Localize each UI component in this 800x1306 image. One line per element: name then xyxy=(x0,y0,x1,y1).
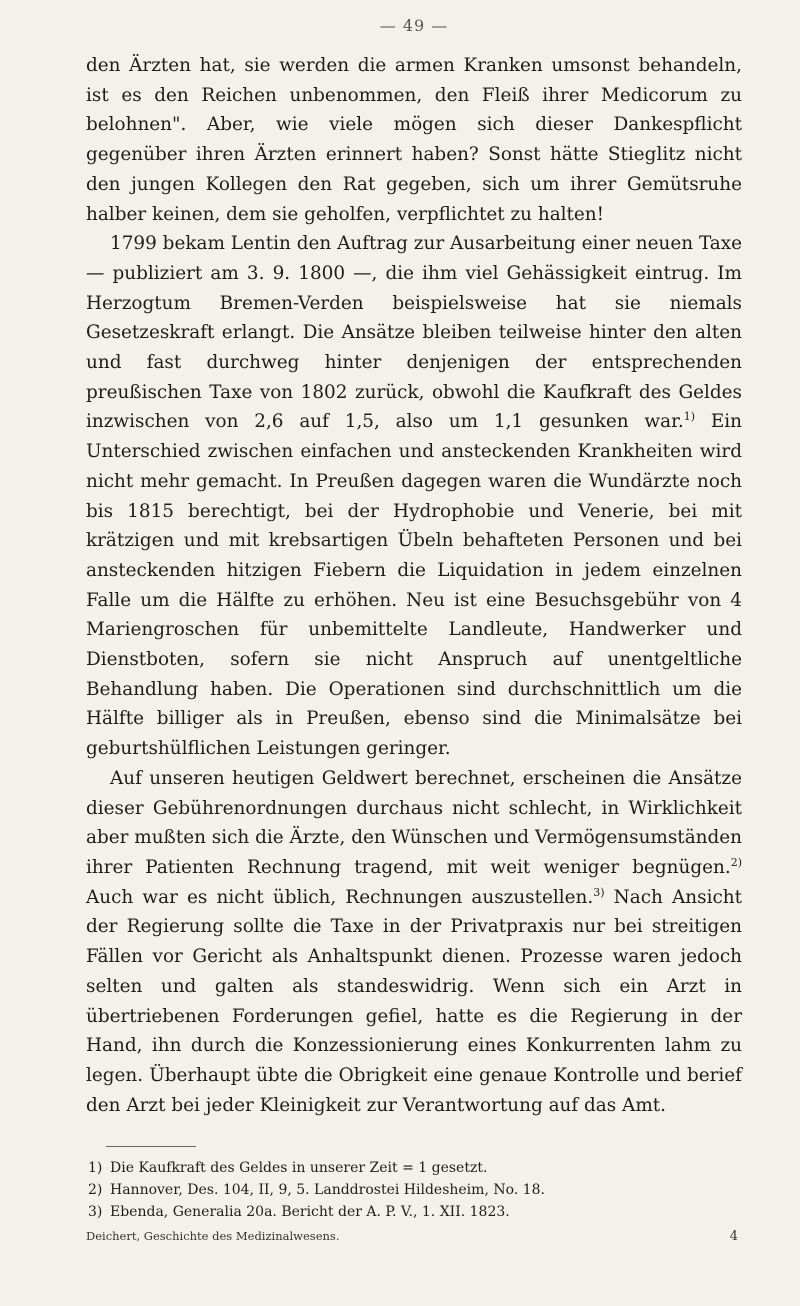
footnotes xyxy=(86,1157,742,1223)
footnote-3 xyxy=(88,1201,742,1223)
footnote-mark-1: 1) xyxy=(88,1160,103,1177)
sheet-signature: 4 xyxy=(729,1229,738,1245)
footnote-text-1: Die Kaufkraft des Geldes in unserer Zeit = 1 gesetzt. xyxy=(110,1160,488,1177)
paragraph-2-text: 1799 bekam Lentin den Auftrag zur Ausarbeitung einer neuen Taxe — publiziert am 3. 9. 1800 —, die ihm viel Gehässigkeit eintrug. Im Herzogtum Bremen-Verden beispielsweise hat sie niemals Gesetzeskraft erlangt. Die Ansätze bleiben teilweise hinter den alten und fast durchweg hinter denjenigen der entsprechenden preußischen Taxe von 1802 zurück, obwohl die Kaufkraft des Geldes inzwischen von 2,6 auf 1,5, also um 1,1 gesunken war. xyxy=(86,233,742,433)
footnote-divider xyxy=(106,1146,196,1147)
page-number: — 49 — xyxy=(379,16,449,35)
footnote-ref-1: 1) xyxy=(683,410,696,424)
paragraph-2 xyxy=(86,229,742,764)
paragraph-3 xyxy=(86,764,742,1120)
footnote-2 xyxy=(88,1179,742,1201)
page-footer xyxy=(86,1229,742,1244)
footnote-text-2: Hannover, Des. 104, II, 9, 5. Landdrostei Hildesheim, No. 18. xyxy=(110,1182,545,1199)
paragraph-3b-text: Auch war es nicht üblich, Rechnungen auszustellen. xyxy=(86,886,594,908)
footnote-mark-3: 3) xyxy=(88,1204,103,1221)
footnote-text-3: Ebenda, Generalia 20a. Bericht der A. P. V., 1. XII. 1823. xyxy=(110,1204,510,1221)
footnote-ref-3: 3) xyxy=(593,885,605,899)
footnote-mark-2: 2) xyxy=(88,1182,103,1199)
footnote-ref-2: 2) xyxy=(730,855,742,869)
paragraph-2b-text: Ein Unterschied zwischen einfachen und ansteckenden Krankheiten wird nicht mehr gemacht. In Preußen dagegen waren die Wundärzte noch bis 1815 berechtigt, bei der Hydrophobie und Venerie, bei mit krätzigen und mit krebsartigen Übeln behafteten Personen und bei ansteckenden hitzigen Fiebern die Liquidation in jedem einzelnen Falle um die Hälfte zu erhöhen. Neu ist eine Besuchsgebühr von 4 Mariengroschen für unbemittelte Landleute, Handwerker und Dienstboten, sofern sie nicht Anspruch auf unentgeltliche Behandlung haben. Die Operationen sind durchschnittlich um die Hälfte billiger als in Preußen, ebenso sind die Minimalsätze bei geburtshülflichen Leistungen geringer. xyxy=(86,411,742,760)
paragraph-1: den Ärzten hat, sie werden die armen Kranken umsonst behandeln, ist es den Reichen unbenommen, den Fleiß ihrer Medicorum zu belohnen". Aber, wie viele mögen sich dieser Dankespflicht gegenüber ihren Ärzten erinnert haben? Sonst hätte Stieglitz nicht den jungen Kollegen den Rat gegeben, sich um ihrer Gemütsruhe halber keinen, dem sie geholfen, verpflichtet zu halten! xyxy=(86,55,742,225)
paragraph-3c-text: Nach Ansicht der Regierung sollte die Taxe in der Privatpraxis nur bei streitigen Fällen vor Gericht als Anhaltspunkt dienen. Prozesse waren jedoch selten und galten als standeswidrig. Wenn sich ein Arzt in übertriebenen Forderungen gefiel, hatte es die Regierung in der Hand, ihn durch die Konzessionierung eines Konkurrenten lahm zu legen. Überhaupt übte die Obrigkeit eine genaue Kontrolle und berief den Arzt bei jeder Kleinigkeit zur Verantwortung auf das Amt. xyxy=(86,886,742,1116)
running-title: Deichert, Geschichte des Medizinalwesens. xyxy=(86,1229,340,1244)
paragraph-3-text: Auf unseren heutigen Geldwert berechnet, erscheinen die Ansätze dieser Gebührenordnungen durchaus nicht schlecht, in Wirklichkeit aber mußten sich die Ärzte, den Wünschen und Vermögensumständen ihrer Patienten Rechnung tragend, mit weit weniger begnügen. xyxy=(86,767,743,878)
footnote-1 xyxy=(88,1157,742,1179)
main-text xyxy=(86,51,742,1120)
